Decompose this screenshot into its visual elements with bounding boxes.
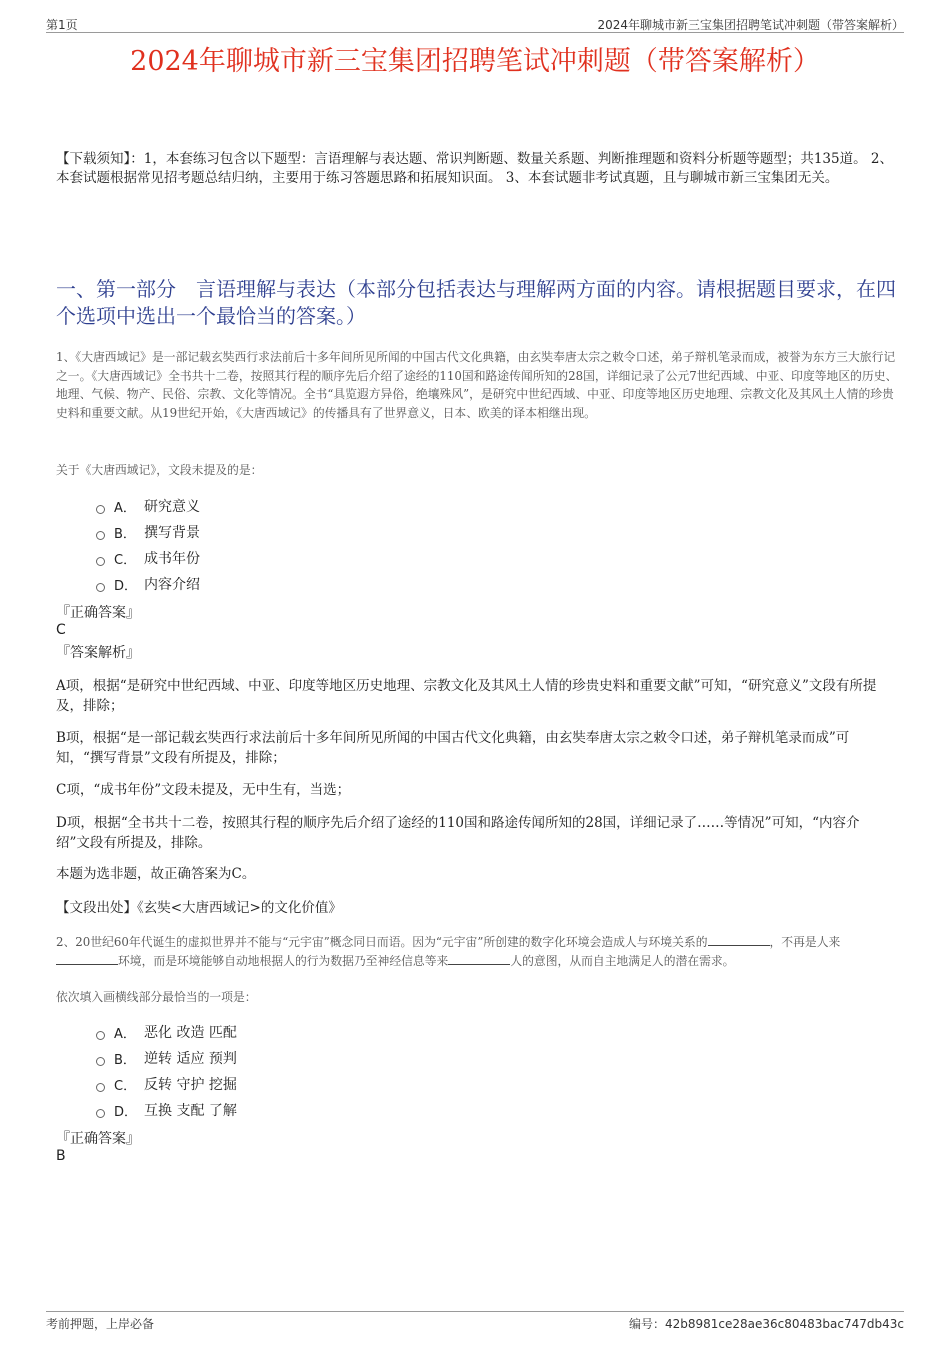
radio-icon[interactable] [96,1031,105,1040]
footer-code: 编号：42b8981ce28ae36c80483bac747db43c [628,1317,904,1331]
fill-blank-2[interactable] [56,954,118,965]
q1-analysis-d: D项，根据“全书共十二卷，按照其行程的顺序先后介绍了途经的110国和路途传闻所知的28国，详细记录了……等情况”可知，“内容介绍”文段有所提及，排除。 [56,815,860,851]
q2-passage: 2、20世纪60年代诞生的虚拟世界并不能与“元宇宙”概念同日而语。因为“元宇宙”所创建的数字化环境会造成人与环境关系的 ，不再是人来环境，而是环境能够自动地根据人的行为数据乃至神经信息等来 人的意图，从而自主地满足人的潜在需求。 [56,935,841,968]
q2-answer: B [56,1148,66,1164]
radio-icon[interactable] [96,557,105,566]
page-title: 2024年聊城市新三宝集团招聘笔试冲刺题（带答案解析） [130,46,820,77]
q1-analysis-label: 『答案解析』 [56,645,140,661]
q2-options [96,1019,237,1123]
q2-option-c[interactable]: C． 反转 守护 挖掘 [96,1071,237,1097]
fill-blank-3[interactable] [448,954,510,965]
q2-answer-label: 『正确答案』 [56,1131,140,1147]
q1-options [96,493,200,597]
q1-option-d[interactable]: D． 内容介绍 [96,571,200,597]
q1-passage: 1、《大唐西域记》是一部记载玄奘西行求法前后十多年间所见所闻的中国古代文化典籍，由玄奘奉唐太宗之敕令口述，弟子辩机笔录而成，被誉为东方三大旅行记之一。《大唐西域记》全书共十二卷，按照其行程的顺序先后介绍了途经的110国和路途传闻所知的28国，详细记录了公元7世纪西域、中亚、印度等地区的历史、地理、气候、物产、民俗、宗教、文化等情况。全书“具览遐方异俗，绝壤殊风”，是研究中世纪西域、中亚、印度等地区历史地理、宗教文化及其风土人情的珍贵史料和重要文献。从19世纪开始，《大唐西域记》的传播具有了世界意义，日本、欧美的译本相继出现。 [56,350,898,420]
radio-icon[interactable] [96,1083,105,1092]
radio-icon[interactable] [96,583,105,592]
download-notice: 【下载须知】：1，本套练习包含以下题型：言语理解与表达题、常识判断题、数量关系题、判断推理题和资料分析题等题型；共135道。 2、本套试题根据常见招考题总结归纳，主要用于练习答题思路和拓展知识面。 3、本套试题非考试真题，且与聊城市新三宝集团无关。 [56,151,893,186]
q1-analysis-a: A项，根据“是研究中世纪西域、中亚、印度等地区历史地理、宗教文化及其风土人情的珍贵史料和重要文献”可知，“研究意义”文段有所提及，排除； [56,678,877,714]
q1-analysis-c: C项，“成书年份”文段未提及，无中生有，当选； [56,782,351,798]
q1-option-a[interactable]: A． 研究意义 [96,493,200,519]
page-header [46,14,904,33]
page-number: 第1页 [46,18,78,32]
q1-question: 关于《大唐西域记》，文段未提及的是： [56,463,263,477]
q1-analysis-conclusion: 本题为选非题，故正确答案为C。 [56,866,256,882]
q1-option-c[interactable]: C． 成书年份 [96,545,200,571]
q2-option-a[interactable]: A． 恶化 改造 匹配 [96,1019,237,1045]
q2-option-d[interactable]: D． 互换 支配 了解 [96,1097,237,1123]
q1-option-b[interactable]: B． 撰写背景 [96,519,200,545]
radio-icon[interactable] [96,1109,105,1118]
q2-option-b[interactable]: B． 逆转 适应 预判 [96,1045,237,1071]
q1-answer-label: 『正确答案』 [56,605,140,621]
footer-slogan: 考前押题，上岸必备 [46,1317,155,1331]
radio-icon[interactable] [96,531,105,540]
radio-icon[interactable] [96,1057,105,1066]
fill-blank-1[interactable] [708,935,770,946]
page-footer [46,1311,904,1334]
q1-source: 【文段出处】《玄奘<大唐西域记>的文化价值》 [56,900,342,916]
header-doc-title: 2024年聊城市新三宝集团招聘笔试冲刺题（带答案解析） [597,18,904,32]
q1-answer: C [56,622,66,638]
q1-analysis-b: B项，根据“是一部记载玄奘西行求法前后十多年间所见所闻的中国古代文化典籍，由玄奘奉唐太宗之敕令口述，弟子辩机笔录而成”可知，“撰写背景”文段有所提及，排除； [56,730,850,766]
q2-question: 依次填入画横线部分最恰当的一项是： [56,990,257,1004]
radio-icon[interactable] [96,505,105,514]
section-title: 一、第一部分 言语理解与表达（本部分包括表达与理解两方面的内容。请根据题目要求，在四个选项中选出一个最恰当的答案。） [56,277,896,328]
